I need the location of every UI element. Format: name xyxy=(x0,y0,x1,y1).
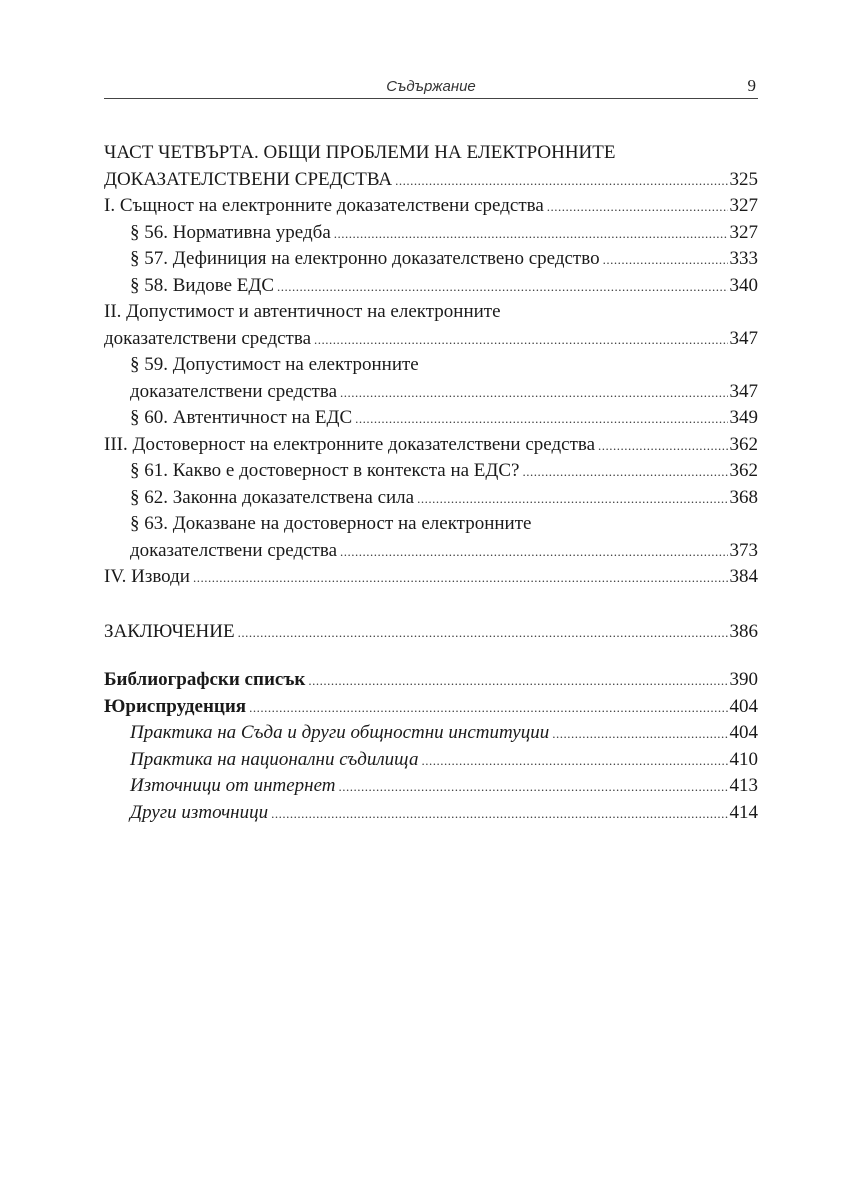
toc-entry-internet-sources: Източници от интернет ..... 413 xyxy=(104,773,758,800)
spacer xyxy=(104,645,758,667)
toc-entry-conclusion: ЗАКЛЮЧЕНИЕ ..... 386 xyxy=(104,619,758,646)
toc-entry-bibliography: Библиографски списък ..... 390 xyxy=(104,667,758,694)
toc-entry-par-61: § 61. Какво е достоверност в контекста на ЕДС? ..... 362 xyxy=(104,458,758,485)
toc-entry-par-60: § 60. Автентичност на ЕДС ..... 349 xyxy=(104,405,758,432)
table-of-contents xyxy=(104,140,758,826)
toc-entry-section-i: I. Същност на електронните доказателствени средства ..... 327 xyxy=(104,193,758,220)
toc-entry-par-58: § 58. Видове ЕДС ..... 340 xyxy=(104,273,758,300)
toc-entry-section-ii-cont: доказателствени средства ..... 347 xyxy=(104,326,758,353)
toc-entry-par-59-cont: доказателствени средства ..... 347 xyxy=(104,379,758,406)
toc-entry-other-sources: Други източници ..... 414 xyxy=(104,800,758,827)
header-title: Съдържание xyxy=(386,78,476,95)
running-header xyxy=(104,74,758,99)
toc-entry-jurisprudence: Юриспруденция ..... 404 xyxy=(104,694,758,721)
toc-entry-par-63: § 63. Доказване на достоверност на електронните xyxy=(130,513,532,534)
toc-entry-national-courts: Практика на национални съдилища ..... 410 xyxy=(104,747,758,774)
toc-entry-section-iii: III. Достоверност на електронните доказателствени средства ..... 362 xyxy=(104,432,758,459)
toc-entry-par-57: § 57. Дефиниция на електронно доказателствено средство ..... 333 xyxy=(104,246,758,273)
toc-entry-par-62: § 62. Законна доказателствена сила ..... 368 xyxy=(104,485,758,512)
toc-entry-part-four-cont: ДОКАЗАТЕЛСТВЕНИ СРЕДСТВА ..... 325 xyxy=(104,167,758,194)
spacer xyxy=(104,591,758,619)
toc-entry-part-four: ЧАСТ ЧЕТВЪРТА. ОБЩИ ПРОБЛЕМИ НА ЕЛЕКТРОННИТЕ xyxy=(104,142,616,163)
toc-entry-par-56: § 56. Нормативна уредба ..... 327 xyxy=(104,220,758,247)
page-number: 9 xyxy=(747,76,756,95)
toc-entry-section-ii: II. Допустимост и автентичност на електронните xyxy=(104,301,501,322)
toc-entry-par-59: § 59. Допустимост на електронните xyxy=(130,354,419,375)
toc-entry-par-63-cont: доказателствени средства ..... 373 xyxy=(104,538,758,565)
toc-entry-section-iv: IV. Изводи ..... 384 xyxy=(104,564,758,591)
toc-entry-court-practice: Практика на Съда и други общностни институции ..... 404 xyxy=(104,720,758,747)
